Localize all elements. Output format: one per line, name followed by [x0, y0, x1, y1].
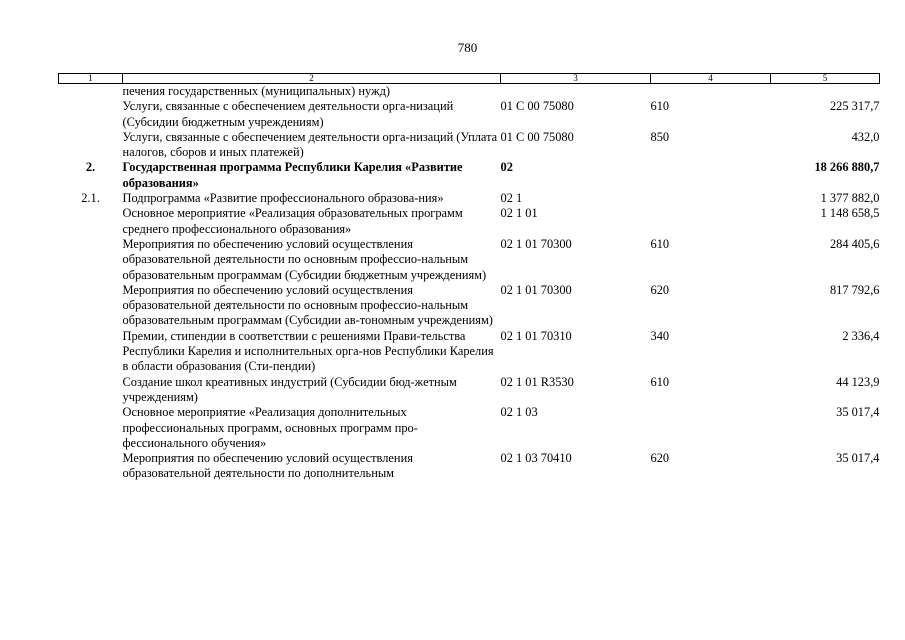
row-name: Мероприятия по обеспечению условий осуществления образовательной деятельности по дополнительным — [122, 451, 413, 481]
row-target-code: 01 С 00 75080 — [500, 129, 574, 144]
row-amount — [771, 84, 880, 100]
row-expense-type — [651, 160, 771, 191]
table-row — [59, 237, 880, 283]
row-expense-type — [651, 84, 771, 100]
row-expense-type — [651, 191, 771, 206]
row-number — [59, 329, 123, 375]
row-name: Услуги, связанные с обеспечением деятельности орга-низаций (Субсидии бюджетным учреждениям) — [122, 99, 454, 129]
row-amount: 18 266 880,7 — [814, 160, 880, 175]
column-header-4: 4 — [651, 74, 771, 84]
row-amount: 225 317,7 — [829, 99, 880, 114]
table-row — [59, 130, 880, 161]
row-expense-type: 610 — [650, 374, 670, 389]
row-number — [59, 283, 123, 329]
row-amount: 2 336,4 — [842, 328, 880, 343]
row-number — [59, 451, 123, 482]
row-name: Создание школ креативных индустрий (Субсидии бюд-жетным учреждениям) — [122, 374, 457, 404]
table-row — [59, 160, 880, 191]
column-header-2: 2 — [123, 74, 501, 84]
row-name: Услуги, связанные с обеспечением деятельности орга-низаций (Уплата налогов, сборов и иных платежей) — [122, 129, 498, 160]
column-header-3: 3 — [501, 74, 651, 84]
table-row — [59, 405, 880, 451]
row-target-code: 02 1 01 70310 — [500, 328, 572, 343]
table-row — [59, 451, 880, 482]
row-name: Подпрограмма «Развитие профессионального образова-ния» — [122, 191, 444, 206]
row-name: Основное мероприятие «Реализация образовательных программ среднего профессионального образования» — [122, 206, 463, 236]
row-amount: 284 405,6 — [829, 236, 880, 251]
row-name: печения государственных (муниципальных) нужд) — [122, 84, 390, 98]
row-expense-type: 610 — [650, 99, 670, 114]
row-target-code: 02 1 — [500, 191, 523, 206]
table-body — [59, 84, 880, 482]
row-number — [59, 130, 123, 161]
row-number — [59, 405, 123, 451]
page-number: 780 — [457, 40, 478, 55]
row-expense-type — [651, 405, 771, 451]
row-number — [59, 375, 123, 406]
row-amount: 1 148 658,5 — [820, 206, 880, 221]
row-amount: 432,0 — [851, 129, 880, 144]
row-amount: 1 377 882,0 — [820, 191, 880, 206]
row-number — [59, 206, 123, 237]
row-target-code: 02 1 01 — [500, 206, 538, 221]
table-row — [59, 99, 880, 130]
row-number — [59, 99, 123, 130]
row-number — [59, 237, 123, 283]
budget-table — [58, 73, 880, 482]
row-name: Государственная программа Республики Карелия «Развитие образования» — [122, 160, 463, 190]
row-target-code: 02 1 03 — [500, 405, 538, 420]
row-amount: 44 123,9 — [836, 374, 880, 389]
row-target-code: 02 1 01 70300 — [500, 236, 572, 251]
table-row — [59, 206, 880, 237]
table-row — [59, 84, 880, 100]
row-expense-type: 850 — [650, 129, 670, 144]
row-amount: 35 017,4 — [836, 405, 880, 420]
column-number-row — [59, 74, 880, 84]
row-number: 2. — [85, 160, 96, 175]
column-header-5: 5 — [771, 74, 880, 84]
row-target-code: 02 1 01 R3530 — [500, 374, 574, 389]
row-number: 2.1. — [81, 191, 100, 206]
row-target-code — [501, 84, 651, 100]
row-amount: 817 792,6 — [829, 282, 880, 297]
row-expense-type: 620 — [650, 451, 670, 466]
table-row — [59, 329, 880, 375]
row-name: Основное мероприятие «Реализация дополнительных профессиональных программ, основных программ про-фессионального обучения» — [122, 405, 418, 450]
row-target-code: 02 1 01 70300 — [500, 282, 572, 297]
table-row — [59, 375, 880, 406]
row-target-code: 01 С 00 75080 — [500, 99, 574, 114]
row-expense-type: 620 — [650, 282, 670, 297]
row-name: Мероприятия по обеспечению условий осуществления образовательной деятельности по основным профессио-нальным образовательным программам (Субсидии бюджетным учреждениям) — [122, 236, 487, 282]
row-expense-type: 610 — [650, 236, 670, 251]
column-header-1: 1 — [59, 74, 123, 84]
row-expense-type: 340 — [650, 328, 670, 343]
row-expense-type — [651, 206, 771, 237]
row-number — [59, 84, 123, 100]
row-target-code: 02 — [500, 160, 513, 175]
row-amount: 35 017,4 — [836, 451, 880, 466]
row-name: Премии, стипендии в соответствии с решениями Прави-тельства Республики Карелия и исполнительных орга-нов Республики Карелия в области образования (Сти-пендии) — [122, 328, 494, 374]
row-target-code: 02 1 03 70410 — [500, 451, 572, 466]
table-row — [59, 283, 880, 329]
table-row — [59, 191, 880, 206]
row-name: Мероприятия по обеспечению условий осуществления образовательной деятельности по основным профессио-нальным образовательным программам (Субсидии ав-тономным учреждениям) — [122, 282, 493, 328]
